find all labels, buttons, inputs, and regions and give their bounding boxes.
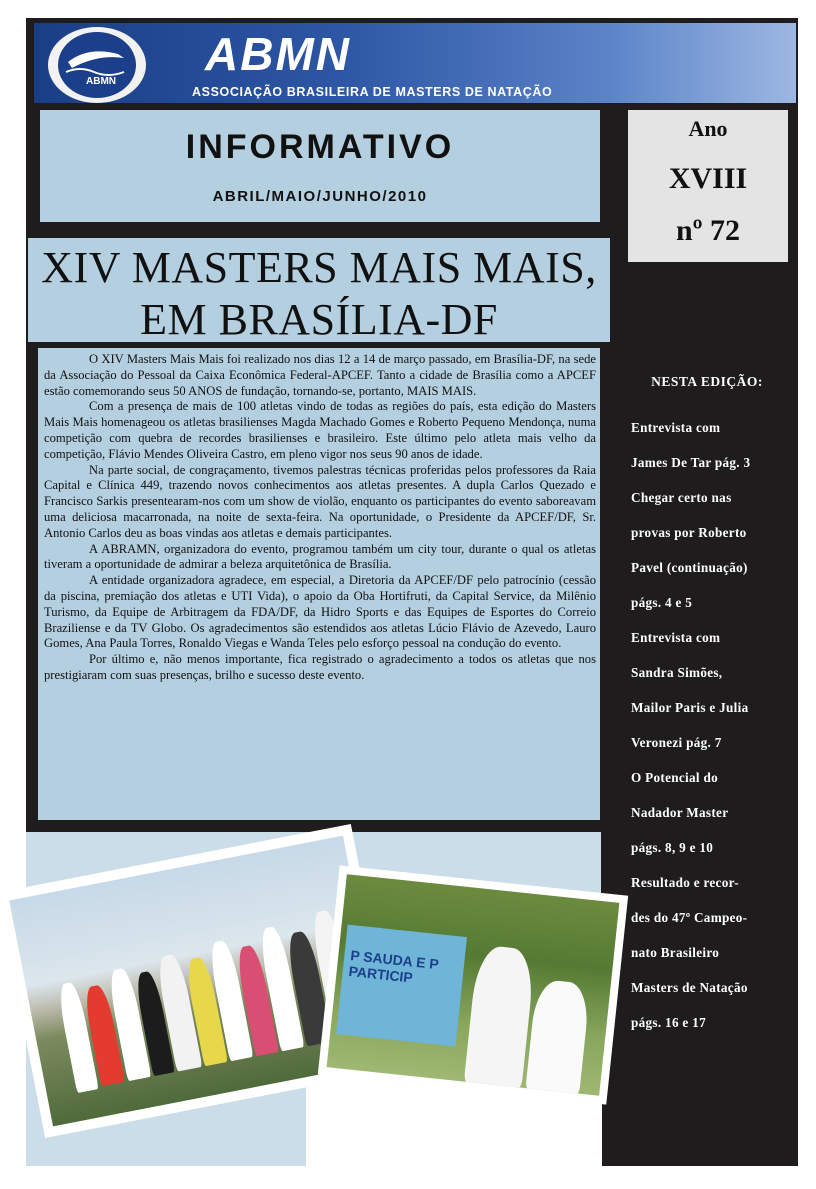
sidebar-title: NESTA EDIÇÃO: — [651, 374, 763, 389]
article-paragraph: A entidade organizadora agradece, em especial, a Diretoria da APCEF/DF pelo patrocínio (cessão da piscina, premiação dos atletas e UTI Vida), o apoio da Oba Hortifruti, da Capital Service, da Milênio Turismo, da Equipe de Arbitragem da FDA/DF, da Hidro Sports e das Equipes de Esportes do Correio Braziliense e da TV Globo. Os agradecimentos são estendidos aos atletas Lúcio Flávio de Azevedo, Lauro Gomes, Ana Paula Torres, Ronaldo Viegas e Wanda Teles pelo esforço pessoal na condução do evento. — [44, 573, 596, 651]
masthead-title: INFORMATIVO — [185, 128, 455, 166]
athlete-figure — [464, 944, 536, 1089]
toc-line: págs. 16 e 17 — [631, 1015, 706, 1030]
toc-line: Nadador Master — [631, 805, 729, 820]
headline-line-1: XIV MASTERS MAIS MAIS, — [41, 243, 597, 292]
award-photo-image — [327, 874, 620, 1096]
toc-line: des do 47º Campeo- — [631, 910, 748, 925]
issue-year-label: Ano — [688, 116, 728, 141]
toc-line: Masters de Natação — [631, 980, 748, 995]
article-paragraph: Com a presença de mais de 100 atletas vindo de todas as regiões do país, esta edição do Masters Mais Mais homenageou os atletas brasilienses Magda Machado Gomes e Roberto Pequeno Mendonça, numa competição com quebra de recordes brasilienses e brasileiro. Este último pelo atleta mais velho da competição, Flávio Mendes Oliveira Castro, em pleno vigor nos seus 90 anos de idade. — [44, 399, 596, 461]
article-paragraph: O XIV Masters Mais Mais foi realizado nos dias 12 a 14 de março passado, em Brasília-DF, na sede da Associação do Pessoal da Caixa Econômica Federal-APCEF. Tanto a cidade de Brasília como a APCEF estão comemorando seus 50 ANOS de fundação, tornando-se, portanto, MAIS MAIS. — [44, 352, 596, 398]
toc-line: Resultado e recor- — [631, 875, 739, 890]
article-paragraph: A ABRAMN, organizadora do evento, programou também um city tour, durante o qual os atletas tiveram a oportunidade de admirar a beleza arquitetônica de Brasília. — [44, 541, 596, 572]
toc-line: Entrevista com — [631, 630, 721, 645]
toc-line: nato Brasileiro — [631, 945, 720, 960]
award-photo — [318, 865, 628, 1104]
banner-text: P SAUDA E P PARTICIP — [347, 947, 440, 986]
headline-line-2: EM BRASÍLIA-DF — [140, 295, 498, 344]
event-banner — [336, 925, 467, 1047]
swimmer-icon — [58, 32, 136, 98]
toc-line: Pavel (continuação) — [631, 560, 748, 575]
masthead-date: ABRIL/MAIO/JUNHO/2010 — [212, 188, 428, 205]
brand-name: ABMN — [205, 28, 351, 80]
toc-line: págs. 4 e 5 — [631, 595, 693, 610]
article-body — [44, 352, 596, 684]
article-paragraph: Por último e, não menos importante, fica registrado o agradecimento a todos os atletas que nos prestigiaram com suas presenças, brilho e sucesso deste evento. — [44, 652, 596, 682]
logo-text: ABMN — [86, 76, 116, 87]
table-of-contents — [631, 410, 801, 1040]
toc-line: Veronezi pág. 7 — [631, 735, 722, 750]
brand-subtitle: ASSOCIAÇÃO BRASILEIRA DE MASTERS DE NATAÇÃO — [192, 85, 553, 99]
toc-line: Sandra Simões, — [631, 665, 723, 680]
issue-number: nº 72 — [675, 214, 741, 247]
toc-line: págs. 8, 9 e 10 — [631, 840, 714, 855]
article-paragraph: Na parte social, de congraçamento, tivemos palestras técnicas proferidas pelos professores da Raia Capital e Clínica 449, trazendo novos conhecimentos aos atletas presentes. A dupla Carlos Quezado e Francisco Sarkis presentearam-nos com um show de violão, enquanto os participantes do evento saboreavam uma deliciosa macarronada, na noite de sexta-feira. Na oportunidade, o Presidente da APCEF/DF, Sr. Antonio Carlos deu as boas vindas aos atletas e demais participantes. — [44, 462, 596, 540]
toc-line: Chegar certo nas — [631, 490, 732, 505]
toc-line: James De Tar pág. 3 — [631, 455, 751, 470]
toc-line: O Potencial do — [631, 770, 718, 785]
toc-line: Mailor Paris e Julia — [631, 700, 749, 715]
toc-line: Entrevista com — [631, 420, 721, 435]
athlete-figure — [525, 979, 590, 1096]
toc-line: provas por Roberto — [631, 525, 747, 540]
issue-year-number: XVIII — [668, 162, 748, 195]
